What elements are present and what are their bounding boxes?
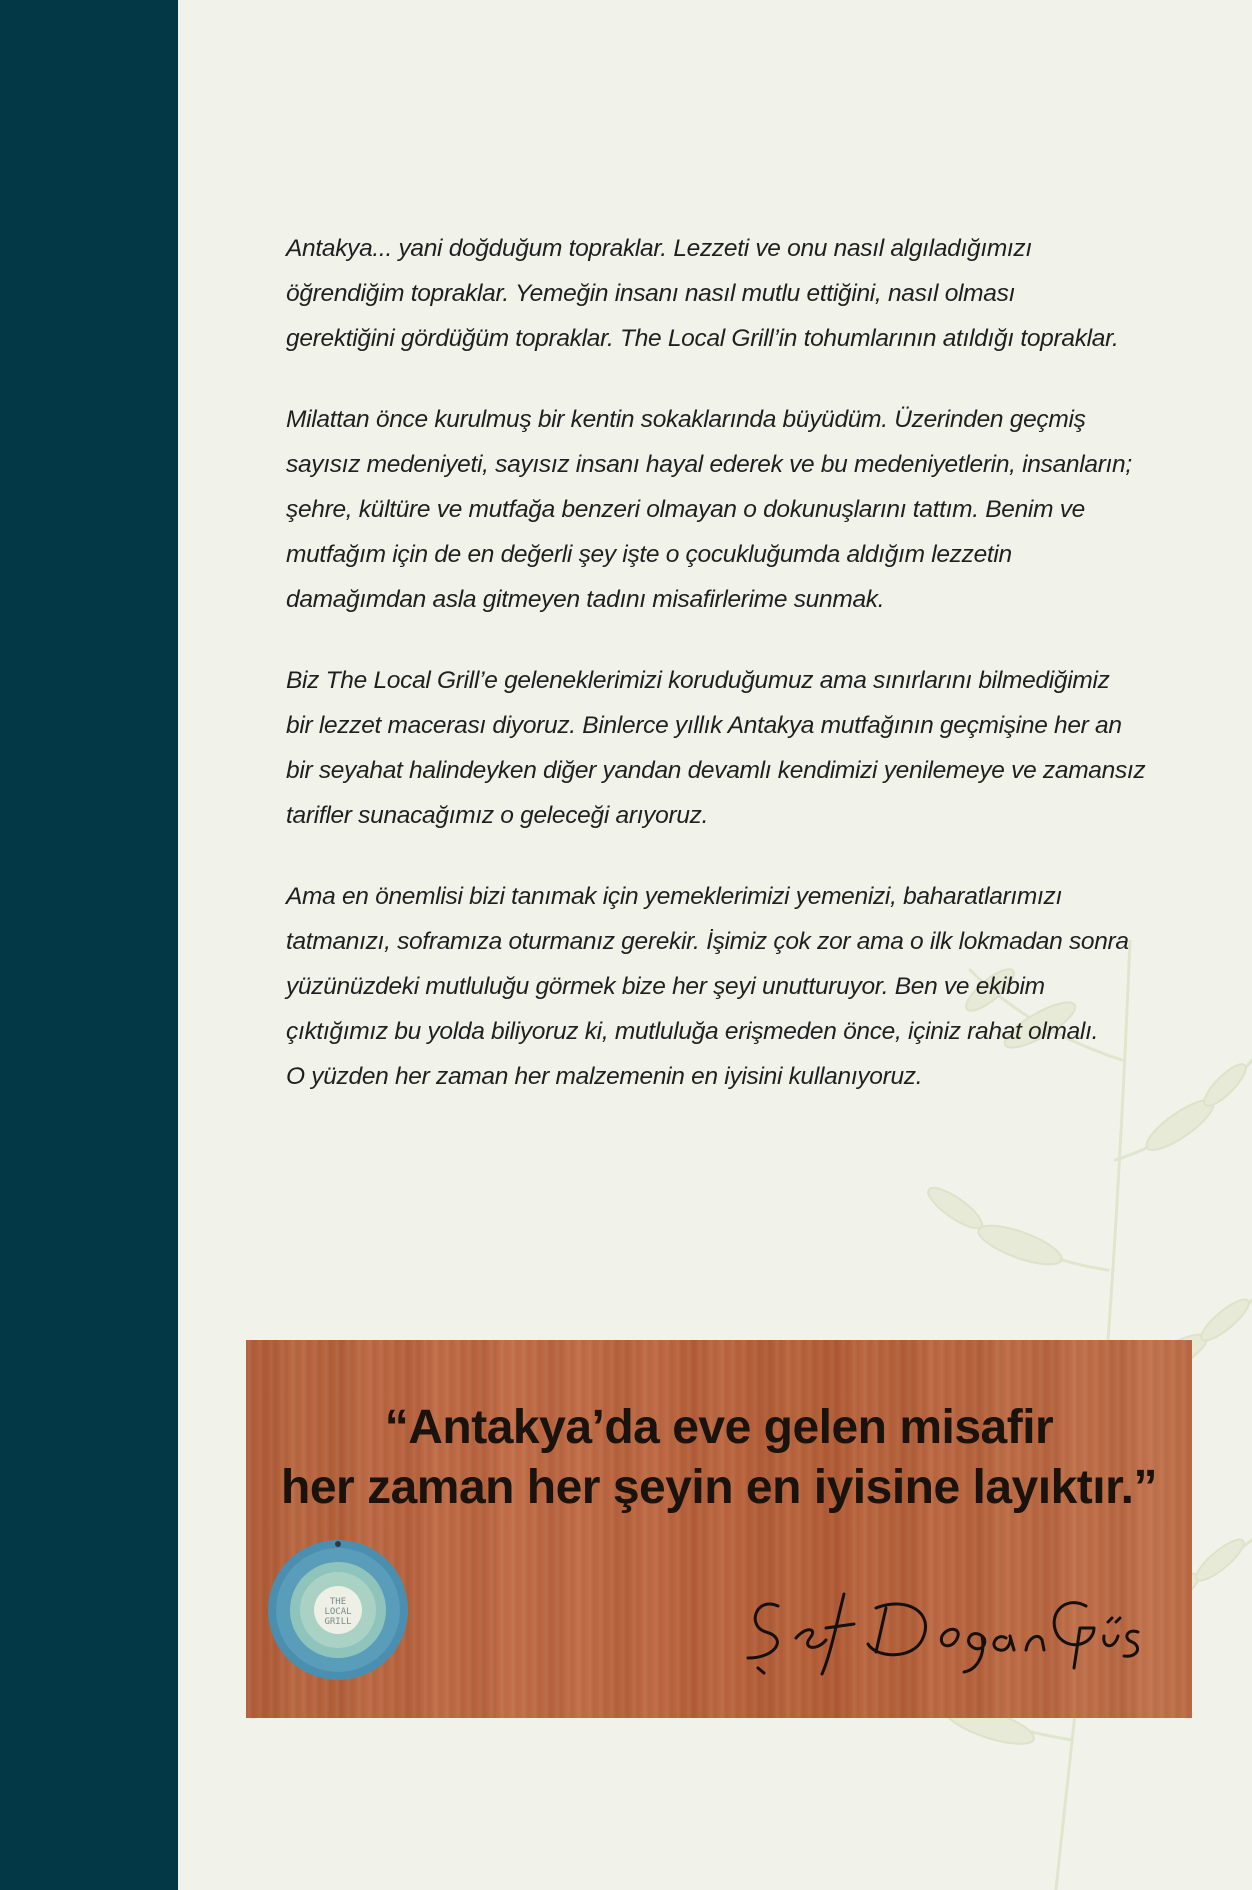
paragraph-3: Biz The Local Grill’e geleneklerimizi koruduğumuz ama sınırlarını bilmediğimiz bir lezzet macerası diyoruz. Binlerce yıllık Antakya mutfağının geçmişine her an bir seyahat halindeyken diğer yandan devamlı kendimizi yenilemeye ve zamansız tarifler sunacağımız o geleceği arıyoruz. xyxy=(286,667,1146,829)
wood-quote-panel xyxy=(246,1340,1192,1718)
side-color-band xyxy=(0,0,178,1890)
logo-seal xyxy=(266,1538,410,1682)
chef-signature xyxy=(726,1566,1146,1676)
paragraph-4: Ama en önemlisi bizi tanımak için yemeklerimizi yemenizi, baharatlarımızı tatmanızı, soframıza oturmanız gerekir. İşimiz çok zor ama o ilk lokmadan sonra yüzünüzdeki mutluluğu görmek bize her şeyi unutturuyor. Ben ve ekibim çıktığımız bu yolda biliyoruz ki, mutluluğa erişmeden önce, içiniz rahat olmalı. O yüzden her zaman her malzemenin en iyisini kullanıyoruz. xyxy=(286,883,1129,1090)
logo-text-line-1: THE xyxy=(329,1597,347,1607)
body-text xyxy=(286,226,1146,1135)
paragraph-2: Milattan önce kurulmuş bir kentin sokaklarında büyüdüm. Üzerinden geçmiş sayısız medeniyeti, sayısız insanı hayal ederek ve bu medeniyetlerin, insanların; şehre, kültüre ve mutfağa benzeri olmayan o dokunuşlarını tattım. Benim ve mutfağım için de en değerli şey işte o çocukluğumda aldığım lezzetin damağımdan asla gitmeyen tadını misafirlerime sunmak. xyxy=(286,406,1132,613)
chef-quote: “Antakya’da eve gelen misafir her zaman her şeyin en iyisine layıktır.” xyxy=(281,1401,1157,1514)
logo-text-line-3: GRILL xyxy=(324,1617,352,1627)
logo-text-line-2: LOCAL xyxy=(324,1607,352,1617)
paragraph-1: Antakya... yani doğduğum topraklar. Lezzeti ve onu nasıl algıladığımızı öğrendiğim topraklar. Yemeğin insanı nasıl mutlu ettiğini, nasıl olması gerektiğini gördüğüm topraklar. The Local Grill’in tohumlarının atıldığı topraklar. xyxy=(286,235,1119,352)
